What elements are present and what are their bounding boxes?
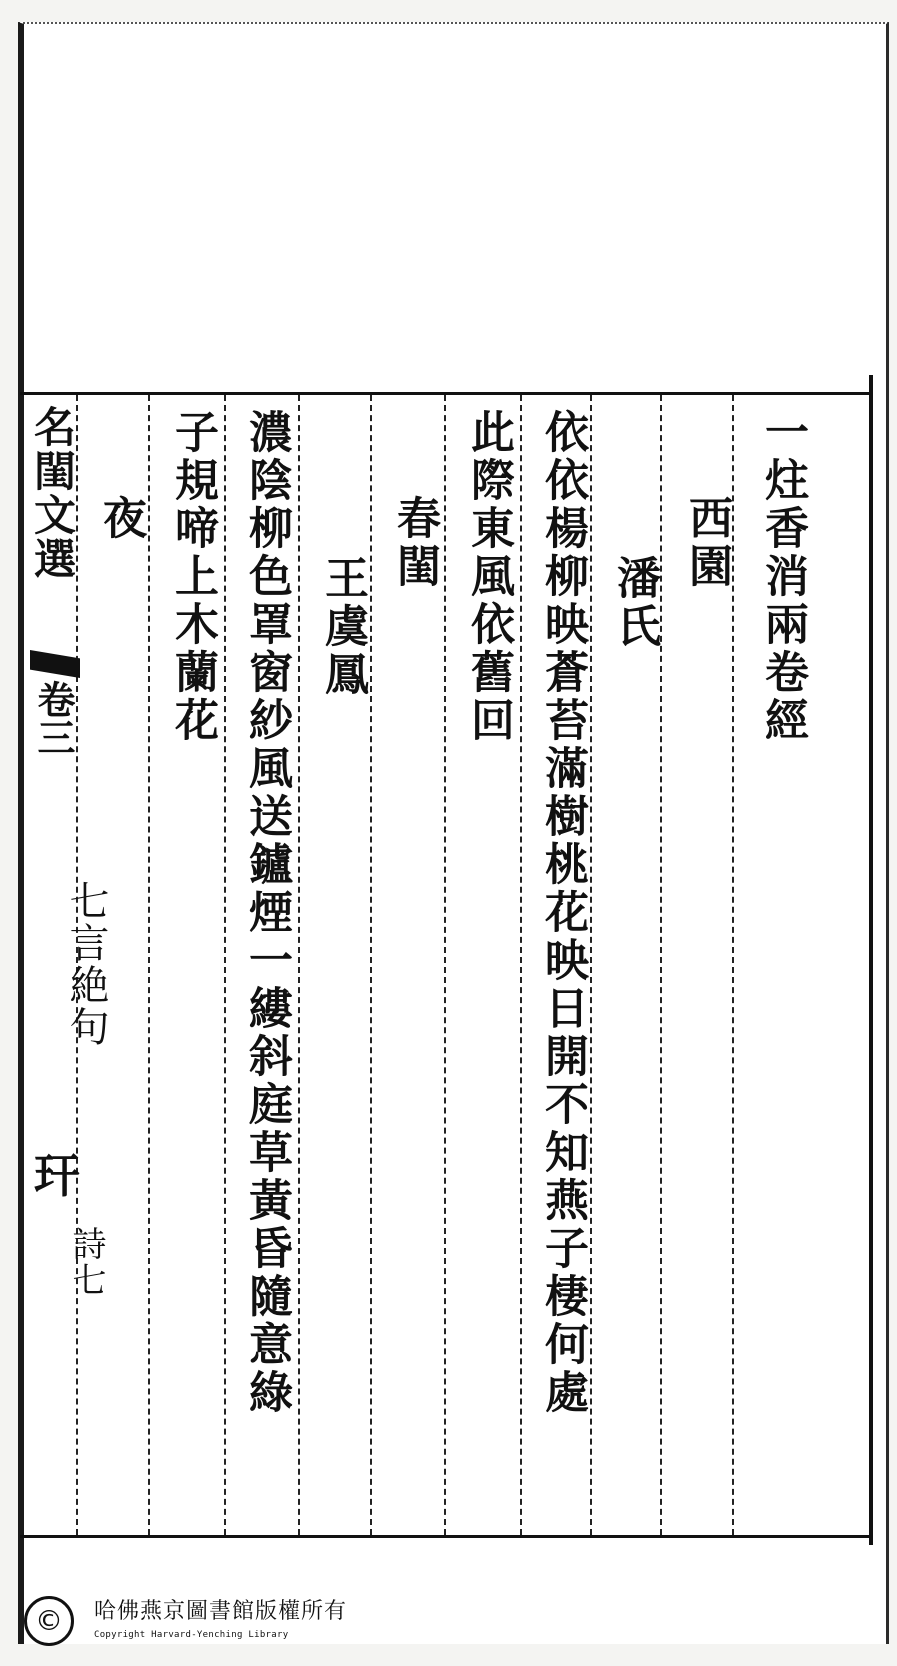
column-rule (520, 395, 522, 1535)
column-rule (224, 395, 226, 1535)
poem-title: 西園 (681, 495, 732, 591)
margin-genre: 七言絶句 (63, 880, 109, 1048)
poet-name: 潘氏 (609, 555, 660, 651)
blank-upper-page (24, 24, 886, 394)
poem-line: 此際東風依舊回 (463, 409, 514, 745)
right-border-rule (869, 375, 873, 1545)
column-rule (590, 395, 592, 1535)
poem-line: 一炷香消兩卷經 (757, 409, 808, 745)
copyright-footer (10, 1590, 510, 1650)
margin-juan-number: 卷三 (31, 680, 76, 756)
copyright-icon: © (24, 1596, 74, 1646)
column-rule (148, 395, 150, 1535)
poem-line: 子規啼上木蘭花 (167, 409, 218, 745)
copyright-chinese: 哈佛燕京圖書館版權所有 (94, 1599, 348, 1624)
text-block (20, 392, 873, 1538)
copyright-english: Copyright Harvard-Yenching Library (94, 1630, 289, 1640)
margin-book-title: 名閨文選 (28, 405, 77, 581)
poem-line: 依依楊柳映蒼苔滿樹桃花映日開不知燕子棲何處 (537, 409, 588, 1417)
poem-line: 濃陰柳色罩窗紗風送鑪煙一縷斜庭草黃昏隨意綠 (241, 409, 292, 1417)
column-rule (298, 395, 300, 1535)
margin-folio-mark: 玕 (34, 1149, 80, 1203)
column-rule (444, 395, 446, 1535)
poem-title: 夜 (95, 495, 146, 543)
column-rule (660, 395, 662, 1535)
poet-name: 王虞鳳 (317, 555, 368, 699)
column-rule (732, 395, 734, 1535)
poem-title: 春閨 (389, 495, 440, 591)
margin-folio-label: 詩七 (66, 1226, 106, 1298)
column-rule (370, 395, 372, 1535)
